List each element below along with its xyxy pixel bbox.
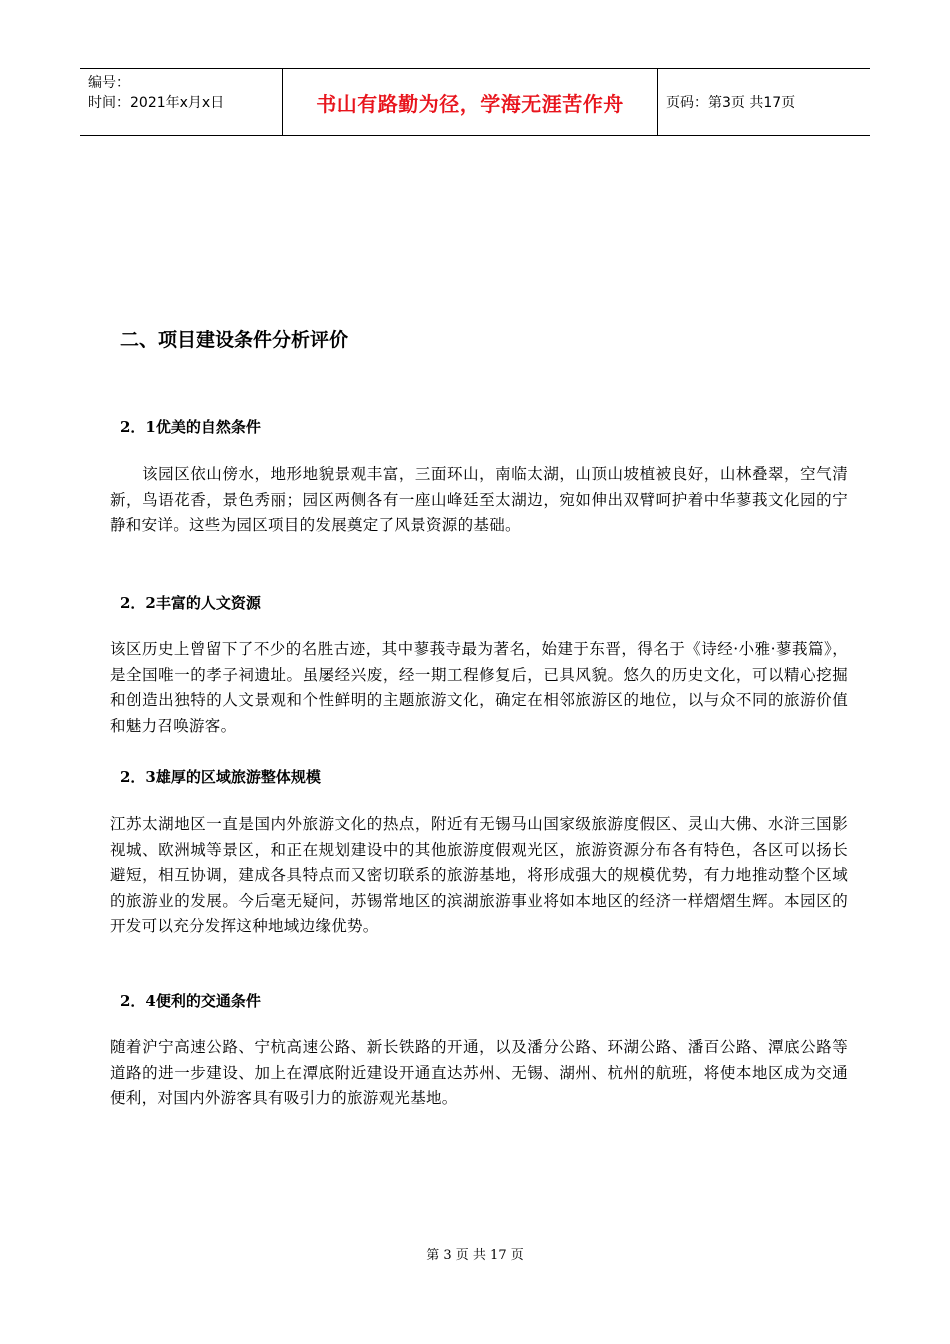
subsection-heading-1: 2．1优美的自然条件 xyxy=(120,418,261,436)
header-page-code-cell xyxy=(658,69,870,135)
header-meta xyxy=(80,69,282,135)
section-title: 二、项目建设条件分析评价 xyxy=(120,329,349,351)
subsection-text-4: 随着沪宁高速公路、宁杭高速公路、新长铁路的开通，以及潘分公路、环湖公路、潘百公路、潭底公路等道路的进一步建设、加上在潭底附近建设开通直达苏州、无锡、湖州、杭州的航班，将使本地区成为交通便利，对国内外游客具有吸引力的旅游观光基地。 xyxy=(110,1038,848,1107)
subsection-heading-2: 2．2丰富的人文资源 xyxy=(120,594,261,612)
subsection-heading-4: 2．4便利的交通条件 xyxy=(120,992,261,1010)
document-date: 时间：2021年x月x日 xyxy=(88,95,225,111)
subsection-text-2: 该区历史上曾留下了不少的名胜古迹，其中蓼莪寺最为著名，始建于东晋，得名于《诗经·小雅·蓼莪篇》，是全国唯一的孝子祠遗址。虽屡经兴废，经一期工程修复后，已具风貌。悠久的历史文化，可以精心挖掘和创造出独特的人文景观和个性鲜明的主题旅游文化，确定在相邻旅游区的地位，以与众不同的旅游价值和魅力召唤游客。 xyxy=(110,640,848,735)
page-header xyxy=(80,68,870,136)
page-footer: 第 3 页 共 17 页 xyxy=(426,1248,524,1263)
header-motto: 书山有路勤为径，学海无涯苦作舟 xyxy=(316,91,624,116)
header-page-code: 页码：第3页 共17页 xyxy=(666,95,796,111)
subsection-heading-3: 2．3雄厚的区域旅游整体规模 xyxy=(120,768,321,786)
document-number-label: 编号： xyxy=(88,75,130,91)
subsection-text-1: 该园区依山傍水，地形地貌景观丰富，三面环山，南临太湖，山顶山坡植被良好，山林叠翠，空气清新，鸟语花香，景色秀丽；园区两侧各有一座山峰廷至太湖边，宛如伸出双臂呵护着中华蓼莪文化园的宁静和安详。这些为园区项目的发展奠定了风景资源的基础。 xyxy=(110,465,848,534)
subsection-text-3: 江苏太湖地区一直是国内外旅游文化的热点，附近有无锡马山国家级旅游度假区、灵山大佛、水浒三国影视城、欧洲城等景区，和正在规划建设中的其他旅游度假观光区，旅游资源分布各有特色，各区可以扬长避短，相互协调，建成各具特点而又密切联系的旅游基地，将形成强大的规模优势，有力地推动整个区域的旅游业的发展。今后毫无疑问，苏锡常地区的滨湖旅游事业将如本地区的经济一样熠熠生辉。本园区的开发可以充分发挥这种地域边缘优势。 xyxy=(110,815,848,935)
header-motto-cell xyxy=(282,69,658,135)
